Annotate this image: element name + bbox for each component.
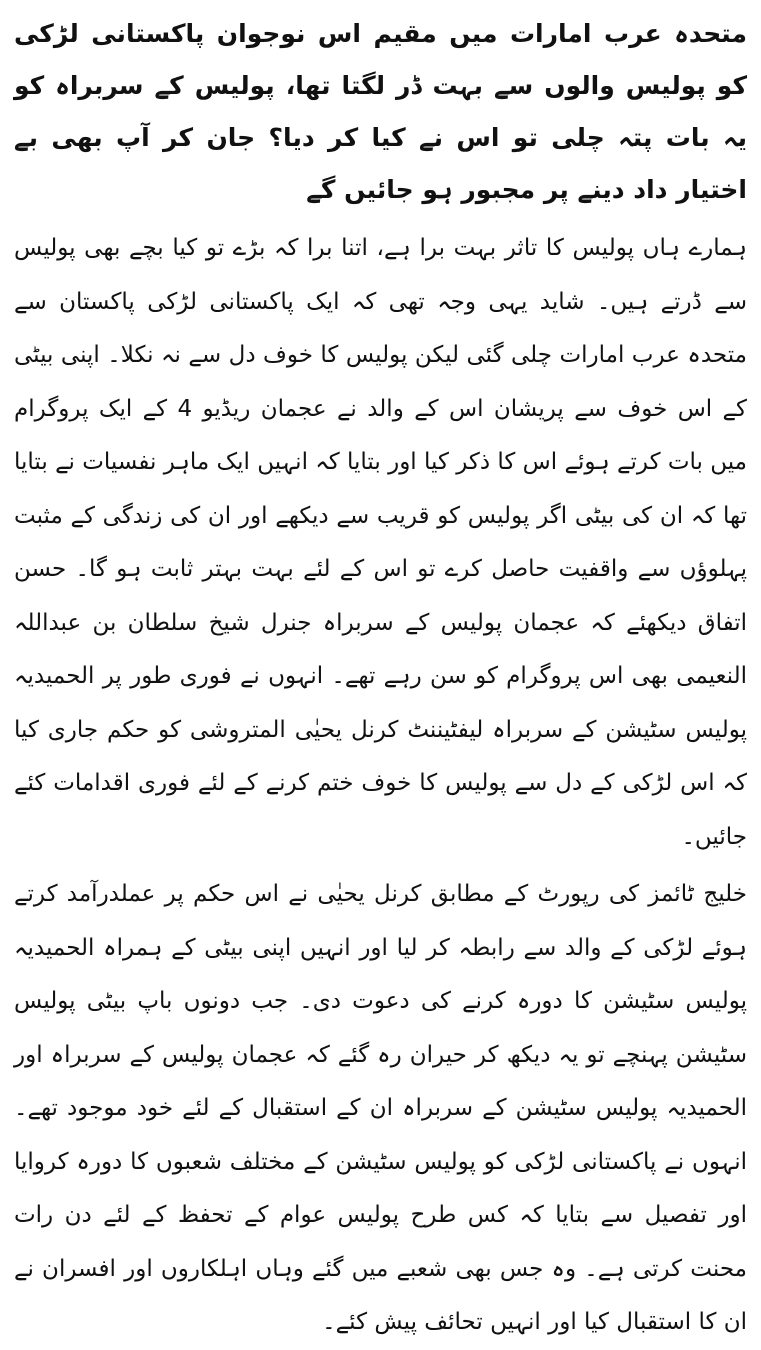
article-paragraph-1: ہمارے ہاں پولیس کا تاثر بہت برا ہے، اتنا برا کہ بڑے تو کیا بچے بھی پولیس سے ڈرتے ہیں۔ شاید یہی وجہ تھی کہ ایک پاکستانی لڑکی پاکستان سے متحدہ عرب امارات چلی گئی لیکن پولیس کا خوف دل سے نہ نکلا۔ اپنی بیٹی کے اس خوف سے پریشان اس کے والد نے عجمان ریڈیو 4 کے ایک پروگرام میں بات کرتے ہوئے اس کا ذکر کیا اور بتایا کہ انہیں ایک ماہر نفسیات نے بتایا تھا کہ ان کی بیٹی اگر پولیس کو قریب سے دیکھے اور ان کی زندگی کے مثبت پہلوؤں سے واقفیت حاصل کرے تو اس کے لئے بہت بہتر ثابت ہو گا۔ حسن اتفاق دیکھئے کہ عجمان پولیس کے سربراہ جنرل شیخ سلطان بن عبداللہ النعیمی بھی اس پروگرام کو سن رہے تھے۔ انہوں نے فوری طور پر الحمیدیہ پولیس سٹیشن کے سربراہ لیفٹیننٹ کرنل یحیٰی المتروشی کو حکم جاری کیا کہ اس لڑکی کے دل سے پولیس کا خوف ختم کرنے کے لئے فوری اقدامات کئے جائیں۔ bbox=[14, 235, 747, 850]
article-paragraph-2: خلیج ٹائمز کی رپورٹ کے مطابق کرنل یحیٰی نے اس حکم پر عملدرآمد کرتے ہوئے لڑکی کے والد سے رابطہ کر لیا اور انہیں اپنی بیٹی کے ہمراہ الحمیدیہ پولیس سٹیشن کا دورہ کرنے کی دعوت دی۔ جب دونوں باپ بیٹی پولیس سٹیشن پہنچے تو یہ دیکھ کر حیران رہ گئے کہ عجمان پولیس کے سربراہ اور الحمیدیہ پولیس سٹیشن کے سربراہ ان کے استقبال کے لئے خود موجود تھے۔ انہوں نے پاکستانی لڑکی کو پولیس سٹیشن کے مختلف شعبوں کا دورہ کروایا اور تفصیل سے بتایا کہ کس طرح پولیس عوام کے تحفظ کے لئے دن رات محنت کرتی ہے۔ وہ جس بھی شعبے میں گئے وہاں اہلکاروں اور افسران نے ان کا استقبال کیا اور انہیں تحائف پیش کئے۔ bbox=[14, 881, 747, 1335]
article-headline: متحدہ عرب امارات میں مقیم اس نوجوان پاکستانی لڑکی کو پولیس والوں سے بہت ڈر لگتا تھا، پولیس کے سربراہ کو یہ بات پتہ چلی تو اس نے کیا کر دیا؟ جان کر آپ بھی بے اختیار داد دینے پر مجبور ہو جائیں گے bbox=[14, 19, 747, 204]
